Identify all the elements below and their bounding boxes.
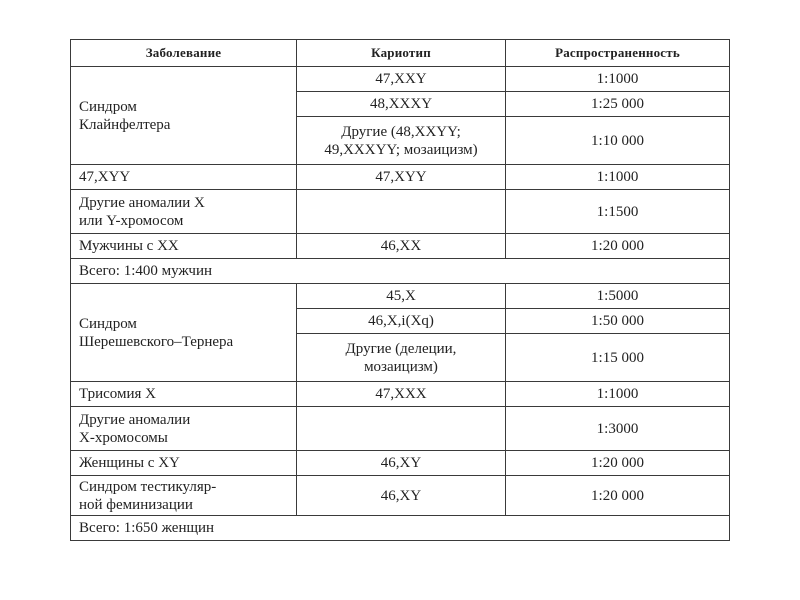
prevalence-cell: 1:20 000 <box>506 234 730 259</box>
table-row <box>71 165 730 190</box>
karyotype-cell: 46,X,i(Xq) <box>297 309 506 334</box>
karyotype-cell: 46,XX <box>297 234 506 259</box>
karyotype-table <box>70 39 730 541</box>
disease-cell: Синдром Клайнфелтера <box>71 67 297 165</box>
prevalence-cell: 1:1000 <box>506 165 730 190</box>
disease-cell: Мужчины с XX <box>71 234 297 259</box>
prevalence-cell: 1:20 000 <box>506 451 730 476</box>
header-row <box>71 40 730 67</box>
prevalence-cell: 1:10 000 <box>506 117 730 165</box>
table-row <box>71 67 730 92</box>
prevalence-cell: 1:25 000 <box>506 92 730 117</box>
table-row <box>71 476 730 516</box>
table-row <box>71 382 730 407</box>
disease-cell: Женщины с XY <box>71 451 297 476</box>
karyotype-cell: Другие (48,XXYY; 49,XXXYY; мозаицизм) <box>297 117 506 165</box>
karyotype-cell: 46,XY <box>297 476 506 516</box>
total-women: Всего: 1:650 женщин <box>71 516 730 541</box>
disease-cell: Другие аномалии X-хромосомы <box>71 407 297 451</box>
karyotype-cell <box>297 407 506 451</box>
total-row <box>71 516 730 541</box>
prevalence-cell: 1:1500 <box>506 190 730 234</box>
table-row <box>71 284 730 309</box>
karyotype-cell: 46,XY <box>297 451 506 476</box>
disease-cell: Синдром тестикуляр- ной феминизации <box>71 476 297 516</box>
prevalence-cell: 1:50 000 <box>506 309 730 334</box>
karyotype-cell: 47,XXY <box>297 67 506 92</box>
prevalence-cell: 1:3000 <box>506 407 730 451</box>
disease-cell: Синдром Шерешевского–Тернера <box>71 284 297 382</box>
table-row <box>71 407 730 451</box>
prevalence-cell: 1:20 000 <box>506 476 730 516</box>
table-row <box>71 451 730 476</box>
karyotype-cell: 47,XYY <box>297 165 506 190</box>
total-row <box>71 259 730 284</box>
header-prevalence: Распространенность <box>506 40 730 67</box>
disease-cell: 47,XYY <box>71 165 297 190</box>
karyotype-cell <box>297 190 506 234</box>
prevalence-cell: 1:1000 <box>506 67 730 92</box>
disease-cell: Другие аномалии X или Y-хромосом <box>71 190 297 234</box>
table-row <box>71 234 730 259</box>
karyotype-cell: Другие (делеции, мозаицизм) <box>297 334 506 382</box>
prevalence-cell: 1:1000 <box>506 382 730 407</box>
prevalence-cell: 1:5000 <box>506 284 730 309</box>
karyotype-cell: 47,XXX <box>297 382 506 407</box>
karyotype-cell: 45,X <box>297 284 506 309</box>
table-row <box>71 190 730 234</box>
total-men: Всего: 1:400 мужчин <box>71 259 730 284</box>
karyotype-cell: 48,XXXY <box>297 92 506 117</box>
disease-cell: Трисомия X <box>71 382 297 407</box>
prevalence-cell: 1:15 000 <box>506 334 730 382</box>
header-karyotype: Кариотип <box>297 40 506 67</box>
header-disease: Заболевание <box>71 40 297 67</box>
